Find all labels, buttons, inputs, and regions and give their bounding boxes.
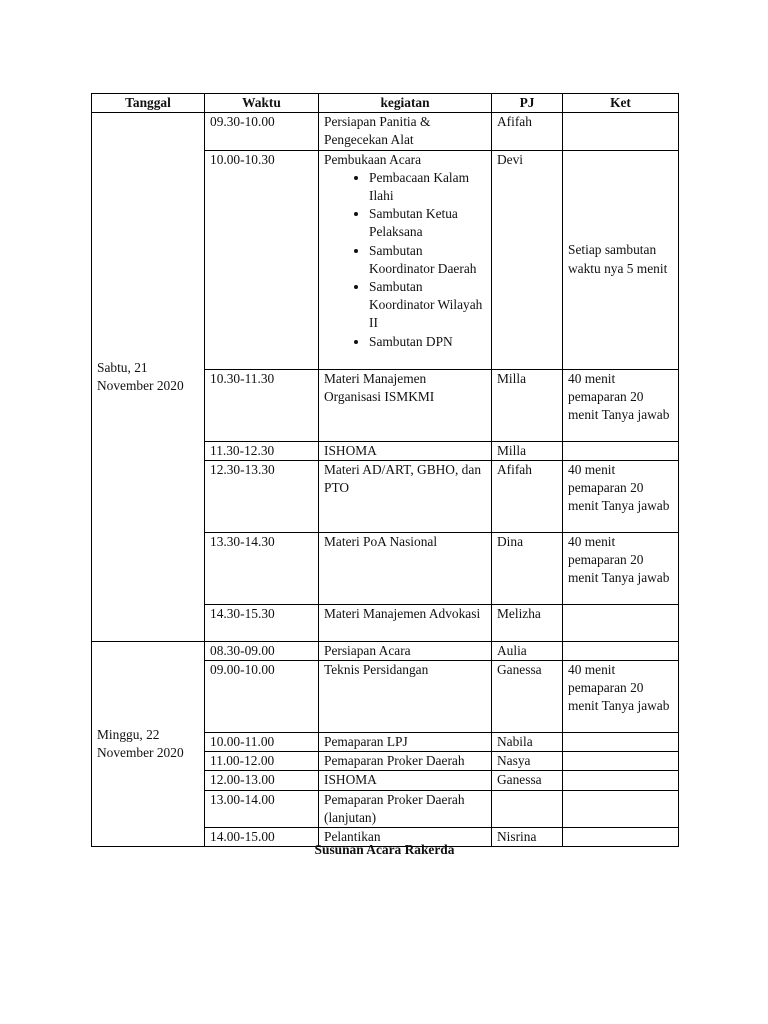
ket-cell [563, 604, 679, 641]
activity-cell [319, 150, 492, 369]
activity-cell: Persiapan Panitia & Pengecekan Alat [319, 113, 492, 150]
time-cell: 14.00-15.00 [205, 828, 319, 847]
activity-cell: Materi Manajemen Organisasi ISMKMI [319, 369, 492, 441]
ket-cell [563, 441, 679, 460]
pj-cell: Milla [492, 369, 563, 441]
schedule-table [91, 93, 679, 847]
time-cell: 08.30-09.00 [205, 641, 319, 660]
pj-cell: Devi [492, 150, 563, 369]
table-caption: Susunan Acara Rakerda [314, 842, 455, 857]
activity-cell: Materi Manajemen Advokasi [319, 604, 492, 641]
header-pj: PJ [492, 94, 563, 113]
time-cell: 09.00-10.00 [205, 661, 319, 733]
time-cell: 09.30-10.00 [205, 113, 319, 150]
time-cell: 11.30-12.30 [205, 441, 319, 460]
header-waktu: Waktu [205, 94, 319, 113]
time-cell: 12.00-13.00 [205, 771, 319, 790]
pj-cell: Melizha [492, 604, 563, 641]
activity-cell: Pemaparan Proker Daerah [319, 752, 492, 771]
activity-cell: Pelantikan [319, 828, 492, 847]
list-item: • Pembacaan Kalam Ilahi [369, 169, 486, 205]
pj-cell: Ganessa [492, 661, 563, 733]
ket-cell: 40 menit pemaparan 20 menit Tanya jawab [563, 460, 679, 532]
activity-cell: Pemaparan LPJ [319, 733, 492, 752]
pj-cell: Nisrina [492, 828, 563, 847]
list-item: • Sambutan Koordinator Wilayah II [369, 278, 486, 333]
ket-cell [563, 641, 679, 660]
date-cell-day-1: Sabtu, 21 November 2020 [92, 113, 205, 642]
activity-cell: Materi AD/ART, GBHO, dan PTO [319, 460, 492, 532]
ket-cell: 40 menit pemaparan 20 menit Tanya jawab [563, 369, 679, 441]
activity-title: Pembukaan Acara [324, 151, 422, 167]
activity-cell: Teknis Persidangan [319, 661, 492, 733]
ket-cell [563, 113, 679, 150]
pj-cell [492, 790, 563, 827]
activity-cell: Materi PoA Nasional [319, 532, 492, 604]
pj-cell: Milla [492, 441, 563, 460]
pj-cell: Ganessa [492, 771, 563, 790]
ket-cell: 40 menit pemaparan 20 menit Tanya jawab [563, 532, 679, 604]
ket-cell [563, 733, 679, 752]
time-cell: 10.00-10.30 [205, 150, 319, 369]
activity-cell: Pemaparan Proker Daerah (lanjutan) [319, 790, 492, 827]
list-item: • Sambutan Koordinator Daerah [369, 242, 486, 278]
time-cell: 14.30-15.30 [205, 604, 319, 641]
activity-cell: ISHOMA [319, 771, 492, 790]
activity-cell: ISHOMA [319, 441, 492, 460]
header-kegiatan: kegiatan [319, 94, 492, 113]
time-cell: 10.30-11.30 [205, 369, 319, 441]
pj-cell: Afifah [492, 113, 563, 150]
header-ket: Ket [563, 94, 679, 113]
table-row [92, 641, 679, 660]
ket-cell: 40 menit pemaparan 20 menit Tanya jawab [563, 661, 679, 733]
time-cell: 13.30-14.30 [205, 532, 319, 604]
ket-cell: Setiap sambutan waktu nya 5 menit [563, 150, 679, 369]
pj-cell: Nabila [492, 733, 563, 752]
time-cell: 11.00-12.00 [205, 752, 319, 771]
header-tanggal: Tanggal [92, 94, 205, 113]
time-cell: 10.00-11.00 [205, 733, 319, 752]
pj-cell: Dina [492, 532, 563, 604]
list-item: • Sambutan DPN [369, 333, 486, 351]
time-cell: 12.30-13.30 [205, 460, 319, 532]
activity-cell: Persiapan Acara [319, 641, 492, 660]
pj-cell: Aulia [492, 641, 563, 660]
ket-cell [563, 790, 679, 827]
list-item: • Sambutan Ketua Pelaksana [369, 205, 486, 241]
activity-sub-list [324, 169, 486, 351]
table-header-row [92, 94, 679, 113]
table-row [92, 113, 679, 150]
ket-cell [563, 771, 679, 790]
time-cell: 13.00-14.00 [205, 790, 319, 827]
date-cell-day-2: Minggu, 22 November 2020 [92, 641, 205, 846]
ket-cell [563, 752, 679, 771]
pj-cell: Nasya [492, 752, 563, 771]
pj-cell: Afifah [492, 460, 563, 532]
